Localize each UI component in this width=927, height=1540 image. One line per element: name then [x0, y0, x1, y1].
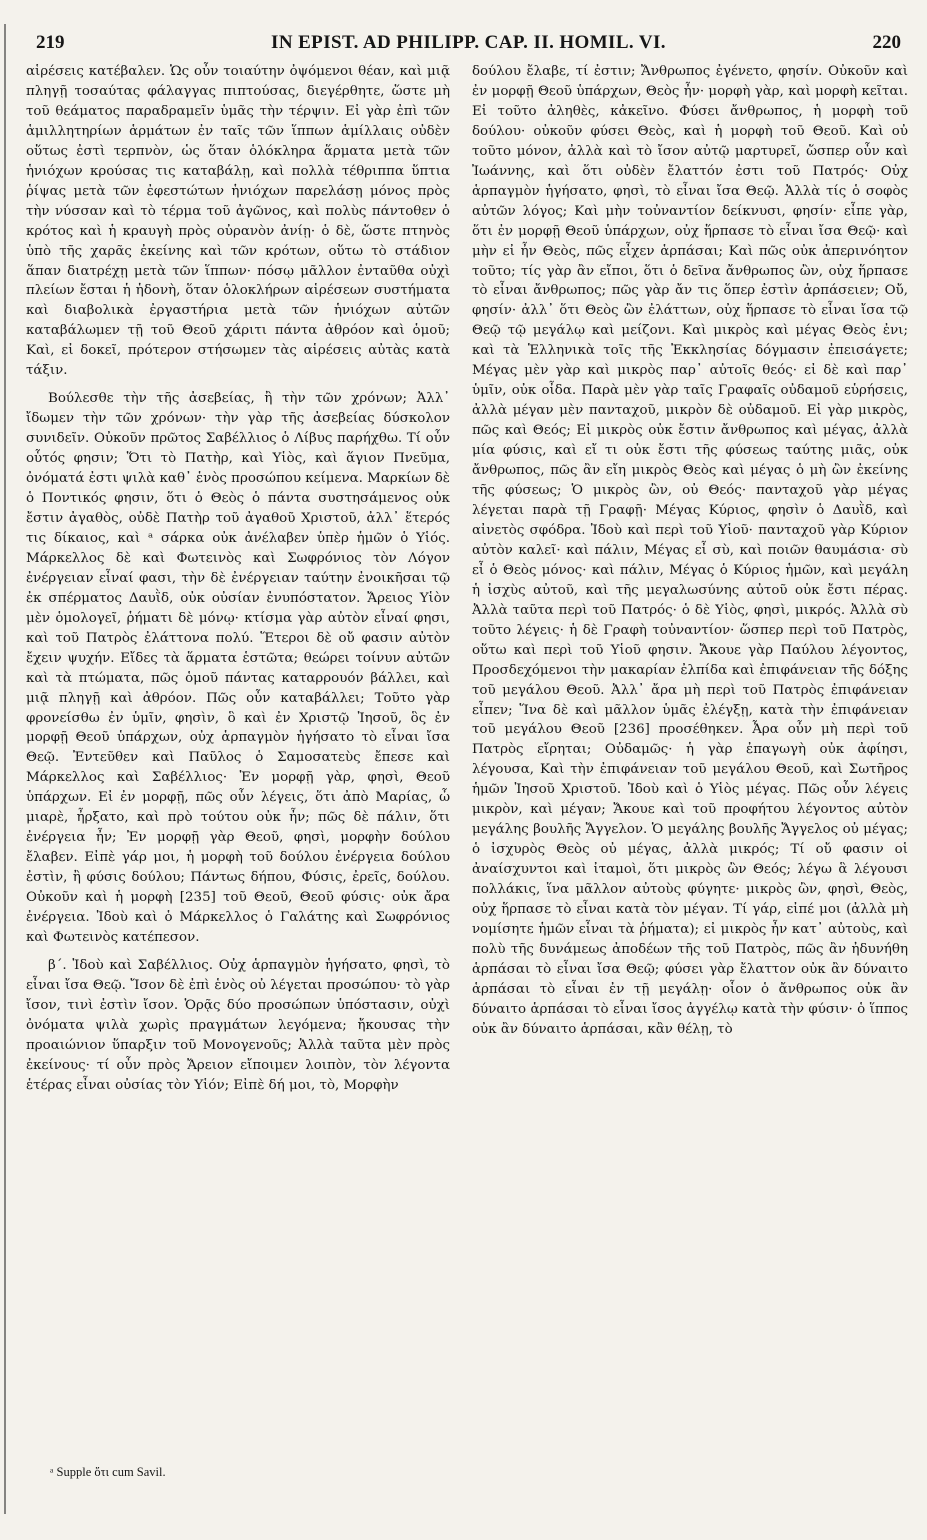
running-title: IN EPIST. AD PHILIPP. CAP. II. HOMIL. VI. — [271, 32, 666, 53]
running-header — [28, 30, 909, 54]
page-number-right: 220 — [872, 32, 901, 53]
paragraph: αἱρέσεις κατέβαλεν. Ὡς οὖν τοιαύτην ὀψόμενοι θέαν, καὶ μιᾷ πληγῇ τοσαύτας φάλαγγας πιπτούσας, διεγέρθητε, ὥστε μὴ τοῦ θεάματος παραδραμεῖν ὑμᾶς τὴν τέρψιν. Εἰ γὰρ ἐπὶ τῶν ἁμιλλητηρίων ἁρμάτων ἐν ταῖς τῶν ἵππων ἁμίλλαις οὐδὲν οὕτως ἐστὶ τερπνὸν, ὡς ὅταν ὁλόκληρα ἅρματα μετὰ τῶν ἡνιόχων κρούσας τις καταβάλῃ, καὶ πολλὰ τέθριππα ὕπτια ῥίψας μετὰ τῶν ἐφεστώτων ἡνιόχων παρελάσῃ μόνος πρὸς τὴν νύσσαν καὶ τὸ τέρμα τοῦ ἀγῶνος, καὶ πολὺς πάντοθεν ὁ κρότος καὶ ἡ κραυγὴ πρὸς οὐρανὸν ἀνίῃ· ὁ δὲ, ὥστε πτηνὸς ὑπὸ τῆς χαρᾶς ἐκείνης καὶ τῶν κρότων, οὕτω τὸ στάδιον ἅπαν διατρέχῃ μετὰ τῶν ἵππων· πόσῳ μᾶλλον ἐνταῦθα οὐχὶ πλείων ἔσται ἡ ἡδονὴ, ὅταν ὁλοκλήρων αἱρέσεων συστήματα καὶ διαβολικὰ ἐργαστήρια μετὰ τῶν ἡνιόχων αὐτῶν καταβάλωμεν τῇ τοῦ Θεοῦ χάριτι πάντα ἀθρόον καὶ ὁμοῦ; Καὶ, εἰ δοκεῖ, πρότερον στήσωμεν τὰς αἱρέσεις αὐτὰς κατὰ τάξιν. — [26, 64, 450, 379]
footnote: ᵃ Supple ὅτι cum Savil. — [50, 1465, 166, 1479]
paragraph: β΄. Ἰδοὺ καὶ Σαβέλλιος. Οὐχ ἁρπαγμὸν ἡγήσατο, φησὶ, τὸ εἶναι ἴσα Θεῷ. Ἴσον δὲ ἐπὶ ἑνὸς οὐ λέγεται προσώπου· τὸ γὰρ ἴσον, τινὶ ἐστὶν ἴσον. Ὁρᾷς δύο προσώπων ὑπόστασιν, οὐχὶ ὀνόματα ψιλὰ χωρὶς πραγμάτων λεγόμενα; ἤκουσας τὴν προαιώνιον ὕπαρξιν τοῦ Μονογενοῦς; Ἀλλὰ ταῦτα μὲν πρὸς ἐκείνους· τί οὖν πρὸς Ἄρειον εἴποιμεν λοιπὸν, τὸν λέγοντα ἑτέρας εἶναι οὐσίας τὸν Υἱόν; Εἰπὲ δή μοι, τὸ, Μορφὴν — [26, 957, 450, 1093]
paragraph: δούλου ἔλαβε, τί ἐστιν; Ἄνθρωπος ἐγένετο, φησίν. Οὐκοῦν καὶ ἐν μορφῇ Θεοῦ ὑπάρχων, Θεὸς ἦν· μορφὴ γὰρ, καὶ μορφὴ κεῖται. Εἰ τοῦτο ἀληθὲς, κἀκεῖνο. Φύσει ἄνθρωπος, ἡ μορφὴ τοῦ δούλου· οὐκοῦν φύσει Θεὸς, καὶ ἡ μορφὴ τοῦ Θεοῦ. Καὶ οὐ τοῦτο μόνον, ἀλλὰ καὶ τὸ ἴσον αὐτῷ μαρτυρεῖ, ὥσπερ οὖν καὶ Ἰωάννης, καὶ ὅτι οὐδὲν ἔλαττόν ἐστι τοῦ Πατρός· Οὐχ ἁρπαγμὸν ἡγήσατο, φησὶ, τὸ εἶναι ἴσα Θεῷ. Ἀλλὰ τίς ὁ σοφὸς αὐτῶν λόγος; Καὶ μὴν τοὐναντίον δείκνυσι, φησίν· εἶπε γὰρ, ὅτι ἐν μορφῇ Θεοῦ ὑπάρχων, οὐχ ἥρπασε τὸ εἶναι ἴσα Θεῷ· καὶ μὴν εἰ ἦν Θεὸς, πῶς εἶχεν ἁρπάσαι; Καὶ πῶς οὐκ ἀπερινόητον τοῦτο; τίς γὰρ ἂν εἴποι, ὅτι ὁ δεῖνα ἄνθρωπος ὢν, οὐχ ἥρπασε τὸ εἶναι ἄνθρωπος; πῶς γὰρ ἄν τις ὅπερ ἐστὶν ἁρπάσειεν; Οὔ, φησίν· ἀλλ᾽ ὅτι Θεὸς ὢν ἐλάττων, οὐχ ἥρπασε τὸ εἶναι ἴσα τῷ Θεῷ τῷ μεγάλῳ καὶ μείζονι. Καὶ μικρὸς καὶ μέγας Θεὸς ἐνι; καὶ τὰ Ἑλληνικὰ τοῖς τῆς Ἐκκλησίας δόγμασιν ἐπεισάγετε; Μέγας μὲν γὰρ καὶ μικρὸς παρ᾽ αὐτοῖς θεός· εἰ δὲ καὶ παρ᾽ ὑμῖν, οὐκ οἶδα. Παρὰ μὲν γὰρ ταῖς Γραφαῖς οὐδαμοῦ εὑρήσεις, ἀλλὰ μέγαν μὲν πανταχοῦ, μικρὸν δὲ οὐδαμοῦ. Εἰ γὰρ μικρὸς, πῶς καὶ Θεός; Εἰ μικρὸς οὐκ ἔστιν ἄνθρωπος καὶ μέγας, ἀλλὰ μία φύσις, καὶ εἴ τι οὐκ ἔστι τῆς φύσεως ταύτης μιᾶς, οὐκ ἄνθρωπος, πῶς ἂν εἴη μικρὸς Θεὸς καὶ μέγας ὁ μὴ ὢν ἐκείνης τῆς φύσεως; Ὁ μικρὸς ὢν, οὐ Θεός· πανταχοῦ γὰρ μέγας λέγεται παρὰ τῇ Γραφῇ· Μέγας Κύριος, φησὶν ὁ Δαυῒδ, καὶ αἰνετὸς σφόδρα. Ἰδοὺ καὶ περὶ τοῦ Υἱοῦ· πανταχοῦ γὰρ Κύριον αὐτὸν καλεῖ· καὶ πάλιν, Μέγας εἶ σὺ, καὶ ποιῶν θαυμάσια· σὺ εἶ ὁ Θεὸς μόνος· καὶ πάλιν, Μέγας ὁ Κύριος ἡμῶν, καὶ μεγάλη ἡ ἰσχὺς αὐτοῦ, καὶ τῆς μεγαλωσύνης αὐτοῦ οὐκ ἔστι πέρας. Ἀλλὰ ταῦτα περὶ τοῦ Πατρός· ὁ δὲ Υἱὸς, φησὶ, μικρός. Ἀλλὰ σὺ τοῦτο λέγεις· ἡ δὲ Γραφὴ τοὐναντίον· ὥσπερ περὶ τοῦ Πατρὸς, οὕτω καὶ περὶ τοῦ Υἱοῦ φησιν. Ἄκουε γὰρ Παύλου λέγοντος, Προσδεχόμενοι τὴν μακαρίαν ἐλπίδα καὶ ἐπιφάνειαν τῆς δόξης τοῦ μεγάλου Θεοῦ. Ἀλλ᾽ ἄρα μὴ περὶ τοῦ Πατρὸς ἐπιφάνειαν εἶπεν; Ἵνα δὲ καὶ μᾶλλον ὑμᾶς ἐλέγξῃ, κατὰ τὴν ἐπιφάνειαν τοῦ μεγάλου Θεοῦ [236] προσέθηκεν. Ἆρα οὖν μὴ περὶ τοῦ Πατρὸς εἴρηται; Οὐδαμῶς· ἡ γὰρ ἐπαγωγὴ οὐκ ἀφίησι, λέγουσα, Καὶ τὴν ἐπιφάνειαν τοῦ μεγάλου Θεοῦ, καὶ Σωτῆρος ἡμῶν Ἰησοῦ Χριστοῦ. Ἰδοὺ καὶ ὁ Υἱὸς μέγας. Πῶς οὖν λέγεις μικρὸν, καὶ μέγαν; Ἄκουε καὶ τοῦ προφήτου λέγοντος αὐτὸν μεγάλης βουλῆς Ἄγγελον. Ὁ μεγάλης βουλῆς Ἄγγελος οὐ μέγας; ὁ ἰσχυρὸς Θεὸς οὐ μέγας, ἀλλὰ μικρός; Τί οὔ φασιν οἱ ἀναίσχυντοι καὶ ἰταμοὶ, ὅτι μικρὸς ὢν Θεός; λέγω ἃ λέγουσι πολλάκις, ἵνα μᾶλλον αὐτοὺς φύγητε· μικρὸς ὢν, φησὶ, Θεὸς, οὐχ ἥρπασε τὸ εἶναι κατὰ τὸν μέγαν. Τί γάρ, εἰπέ μοι (ἀλλὰ μὴ νομίσητε ἡμῶν εἶναι τὰ ῥήματα); εἰ μικρὸς ἦν κατ᾽ αὐτοὺς, καὶ πολὺ τῆς δυνάμεως ἀποδέων τῆς τοῦ Πατρὸς, πῶς ἂν ἠδυνήθη ἁρπάσαι τὸ εἶναι ἴσα Θεῷ; φύσει γὰρ ἔλαττον οὐκ ἂν δύναιτο ἁρπάσαι τὸ εἶναι ἐν τῇ μεγάλῃ· οἷον ὁ ἄνθρωπος οὐκ ἂν δύναιτο ἁρπάσαι τὸ εἶναι ἴσος ἀγγέλῳ κατὰ τὴν φύσιν· ὁ ἵππος οὐκ ἂν δύναιτο ἁρπάσαι, κἂν θέλῃ, τὸ — [472, 64, 908, 1037]
binding-edge — [4, 24, 6, 1514]
paragraph: Βούλεσθε τὴν τῆς ἀσεβείας, ἢ τὴν τῶν χρόνων; Ἀλλ᾽ ἴδωμεν τὴν τῶν χρόνων· τὴν γὰρ τῆς ἀσεβείας δύσκολον συνιδεῖν. Οὐκοῦν πρῶτος Σαβέλλιος ὁ Λίβυς παρήχθω. Τί οὖν οὗτός φησιν; Ὅτι τὸ Πατὴρ, καὶ Υἱὸς, καὶ ἅγιον Πνεῦμα, ὀνόματά ἐστι ψιλὰ καθ᾽ ἑνὸς προσώπου κείμενα. Μαρκίων δὲ ὁ Ποντικός φησιν, ὅτι ὁ Θεὸς ὁ πάντα συστησάμενος οὐκ ἔστιν ἀγαθὸς, οὐδὲ Πατὴρ τοῦ ἀγαθοῦ Χριστοῦ, ἀλλ᾽ ἕτερός τις δίκαιος, καὶ ᵃ σάρκα οὐκ ἀνέλαβεν ὑπὲρ ἡμῶν ὁ Υἱός. Μάρκελλος δὲ καὶ Φωτεινὸς καὶ Σωφρόνιος τὸν Λόγον ἐνέργειαν εἶναί φασι, τὴν δὲ ἐνέργειαν ταύτην ἐνοικῆσαι τῷ ἐκ σπέρματος Δαυῒδ, οὐκ οὐσίαν ἐνυπόστατον. Ἄρειος Υἱὸν μὲν ὁμολογεῖ, ῥήματι δὲ μόνῳ· κτίσμα γὰρ αὐτὸν εἶναί φησι, καὶ τοῦ Πατρὸς ἐλάττονα πολύ. Ἕτεροι δὲ οὔ φασιν αὐτὸν ἔχειν ψυχήν. Εἴδες τὰ ἅρματα ἑστῶτα; θεώρει τοίνυν αὐτῶν καὶ τὰ πτώματα, πῶς ὁμοῦ πάντας καταρρουόν βάλλει, καὶ μιᾷ πληγῇ καὶ ἀθρόον. Πῶς οὖν καταβάλλει; Τοῦτο γὰρ φρονείσθω ἐν ὑμῖν, φησὶν, ὃ καὶ ἐν Χριστῷ Ἰησοῦ, ὃς ἐν μορφῇ Θεοῦ ὑπάρχων, οὐχ ἁρπαγμὸν ἡγήσατο τὸ εἶναι ἴσα Θεῷ. Ἐντεῦθεν καὶ Παῦλος ὁ Σαμοσατεὺς ἔπεσε καὶ Μάρκελλος καὶ Σαβέλλιος· Ἐν μορφῇ γὰρ, φησὶ, Θεοῦ ὑπάρχων. Εἰ ἐν μορφῇ, πῶς οὖν λέγεις, ὅτι ἀπὸ Μαρίας, ὦ μιαρὲ, ἦρξατο, καὶ πρὸ τούτου οὐκ ἦν; πῶς δὲ πάλιν, ὅτι ἐνέργεια ἦν; Ἐν μορφῇ γὰρ Θεοῦ, φησὶ, μορφὴν δούλου ἔλαβεν. Εἰπὲ γάρ μοι, ἡ μορφὴ τοῦ δούλου ἐνέργεια δούλου ἐστὶν, ἢ φύσις δούλου; Πάντως δήπου, Φύσις, ἐρεῖς, δούλου. Οὐκοῦν καὶ ἡ μορφὴ [235] τοῦ Θεοῦ, Θεοῦ φύσις· οὐκ ἄρα ἐνέργεια. Ἰδοὺ καὶ ὁ Μάρκελλος ὁ Γαλάτης καὶ Σωφρόνιος καὶ Φωτεινὸς κατέπεσον. — [26, 391, 450, 945]
page-number-left: 219 — [36, 32, 65, 53]
right-column — [472, 62, 908, 1040]
left-column — [26, 62, 450, 1096]
